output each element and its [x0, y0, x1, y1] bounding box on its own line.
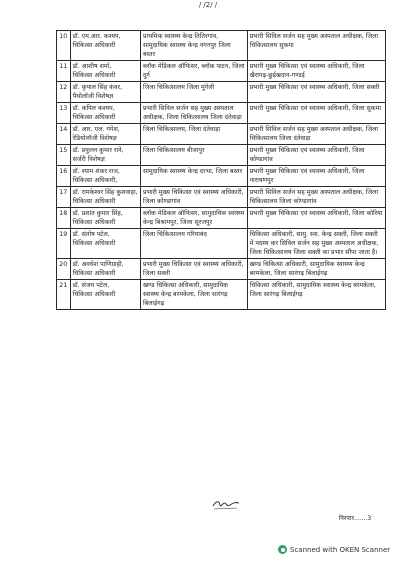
current-posting-cell: प्रभारी मुख्य चिकित्सा एवं स्वास्थ्य अधिकारी, जिला सक्ती: [140, 259, 247, 280]
table-body: [57, 31, 386, 310]
new-posting-cell: प्रभारी सिविल सर्जन सह मुख्य अस्पताल अधीक्षक, जिला चिकित्सालय सुकमा: [247, 31, 385, 61]
current-posting-cell: प्रभारी सिविल सर्जन सह मुख्य अस्पताल अधीक्षक, जिला चिकित्सालय जिला दंतेवाड़ा: [140, 103, 247, 124]
officer-name: डॉ. प्रशांत कुमार सिंह,: [72, 210, 123, 217]
current-posting-cell: ब्लॉक मेडिकल ऑफिसर, सामुदायिक स्वास्थ्य केन्द्र बिश्रामपुर, जिला सूरजपुर: [140, 208, 247, 229]
table-row: [57, 259, 386, 280]
table-row: [57, 31, 386, 61]
serial-number-cell: 13: [57, 103, 71, 124]
officer-cell: [70, 145, 140, 166]
table-row: [57, 61, 386, 82]
table-row: [57, 166, 386, 187]
current-posting-cell: प्राथमिक स्वास्थ्य केन्द्र तितिरगांव, सामुदायिक स्वास्थ्य केन्द्र नगनपुर जिला बस्तर: [140, 31, 247, 61]
officer-designation: चिकित्सा अधिकारी: [72, 198, 116, 205]
table-row: [57, 187, 386, 208]
serial-number-cell: 12: [57, 82, 71, 103]
officer-cell: [70, 82, 140, 103]
serial-number-cell: 14: [57, 124, 71, 145]
table-row: [57, 145, 386, 166]
table-row: [57, 229, 386, 259]
new-posting-cell: प्रभारी मुख्य चिकित्सा एवं स्वास्थ्य अधिकारी, जिला सुकमा: [247, 103, 385, 124]
new-posting-cell: प्रभारी मुख्य चिकित्सा एवं स्वास्थ्य अधिकारी, जिला सक्ती: [247, 82, 385, 103]
new-posting-cell: प्रभारी मुख्य चिकित्सा एवं स्वास्थ्य अधिकारी, जिला खैरागढ़-छुईखदान-गण्डई: [247, 61, 385, 82]
continued-note: निरन्तर.......3: [339, 515, 372, 522]
serial-number-cell: 18: [57, 208, 71, 229]
officer-designation: चिकित्सा अधिकारी: [72, 42, 116, 49]
officer-name: डॉ. श्याम शंकर राज,: [72, 168, 120, 175]
new-posting-cell: चिकित्सा अधिकारी, सामु. स्वा. केन्द्र सक्ती, जिला सक्ती में पदस्थ कर सिविल सर्जन सह मुख्य अस्पताल अधीक्षक, जिला चिकित्सालय जिला सक्ती का प्रभार सौंपा जाता है।: [247, 229, 385, 259]
current-posting-cell: खण्ड चिकित्सा अधिकारी, सामुदायिक स्वास्थ्य केन्द्र बरमकेला, जिला सारंगढ़ बिलाईगढ़: [140, 280, 247, 310]
new-posting-cell: चिकित्सा अधिकारी, सामुदायिक स्वास्थ्य केन्द्र बरमकेला, जिला सारंगढ़ बिलाईगढ़: [247, 280, 385, 310]
scanner-label: Scanned with OKEN Scanner: [290, 545, 391, 554]
officer-designation: चिकित्सा अधिकारी: [72, 291, 116, 298]
officer-cell: [70, 103, 140, 124]
officer-cell: [70, 259, 140, 280]
serial-number-cell: 10: [57, 31, 71, 61]
officer-name: डॉ. रामकेश्वर सिंह कुशवाहा,: [72, 189, 138, 196]
new-posting-cell: प्रभारी सिविल सर्जन सह मुख्य अस्पताल अधीक्षक, जिला चिकित्सालय जिला कोण्डागांव: [247, 187, 385, 208]
officer-designation: चिकित्सा अधिकारी,: [72, 177, 118, 184]
officer-designation: चिकित्सा अधिकारी: [72, 72, 116, 79]
officer-name: डॉ. आशीष शर्मा,: [72, 63, 112, 70]
serial-number-cell: 21: [57, 280, 71, 310]
oken-scanner-logo-icon: [278, 545, 287, 554]
officer-cell: [70, 61, 140, 82]
serial-number-cell: 19: [57, 229, 71, 259]
table-row: [57, 103, 386, 124]
current-posting-cell: जिला चिकित्सालय, जिला दंतेवाड़ा: [140, 124, 247, 145]
officer-cell: [70, 229, 140, 259]
new-posting-cell: प्रभारी मुख्य चिकित्सा एवं स्वास्थ्य अधिकारी, जिला कोरिया: [247, 208, 385, 229]
officer-cell: [70, 187, 140, 208]
current-posting-cell: प्रभारी मुख्य चिकित्सा एवं स्वास्थ्य अधिकारी, जिला कोण्डागांव: [140, 187, 247, 208]
officer-cell: [70, 280, 140, 310]
new-posting-cell: खण्ड चिकित्सा अधिकारी, सामुदायिक स्वास्थ्य केन्द्र बरमकेला, जिला सारंगढ़ बिलाईगढ़: [247, 259, 385, 280]
officer-name: डॉ. प्रफुल्ल कुमार राने,: [72, 147, 124, 154]
serial-number-cell: 11: [57, 61, 71, 82]
current-posting-cell: जिला चिकित्सालय गरियाबंद: [140, 229, 247, 259]
table-row: [57, 280, 386, 310]
serial-number-cell: 15: [57, 145, 71, 166]
officer-name: डॉ. आर. एल. गंगेश,: [72, 126, 120, 133]
officer-cell: [70, 208, 140, 229]
officer-name: डॉ. संजय पटेल,: [72, 282, 110, 289]
current-posting-cell: सामुदायिक स्वास्थ्य केन्द्र दरभा, जिला बस्तर: [140, 166, 247, 187]
officer-name: डॉ. संतोष पटेल,: [72, 231, 110, 238]
officer-designation: पैथोलॉजी विशेषज्ञ: [72, 93, 114, 100]
officer-designation: सर्जरी विशेषज्ञ: [72, 156, 105, 163]
table-row: [57, 82, 386, 103]
officer-designation: चिकित्सा अधिकारी: [72, 114, 116, 121]
signature-mark: [212, 497, 240, 511]
officer-designation: चिकित्सा अधिकारी: [72, 240, 116, 247]
officer-designation: रेडियोलॉजी विशेषज्ञ: [72, 135, 117, 142]
current-posting-cell: जिला चिकित्सालय बीजापुर: [140, 145, 247, 166]
officer-name: डॉ. कृपाल सिंह कंवर,: [72, 84, 123, 91]
new-posting-cell: प्रभारी मुख्य चिकित्सा एवं स्वास्थ्य अधिकारी, जिला नारायणपुर: [247, 166, 385, 187]
new-posting-cell: प्रभारी मुख्य चिकित्सा एवं स्वास्थ्य अधिकारी, जिला कोण्डागांव: [247, 145, 385, 166]
serial-number-cell: 20: [57, 259, 71, 280]
officer-cell: [70, 166, 140, 187]
officer-name: डॉ. कपिल कश्यप,: [72, 105, 115, 112]
officer-designation: चिकित्सा अधिकारी: [72, 270, 116, 277]
officer-designation: चिकित्सा अधिकारी: [72, 219, 116, 226]
scanner-watermark: [278, 545, 390, 554]
transfer-order-table: [56, 30, 386, 310]
page-number-marker: / /2/ /: [198, 1, 218, 9]
officer-cell: [70, 31, 140, 61]
current-posting-cell: ब्लॉक मेडिकल ऑफिसर, ब्लॉक पाटन, जिला दुर्ग: [140, 61, 247, 82]
serial-number-cell: 16: [57, 166, 71, 187]
serial-number-cell: 17: [57, 187, 71, 208]
table-row: [57, 208, 386, 229]
table-row: [57, 124, 386, 145]
officer-name: डॉ. एम.आर. कश्यप,: [72, 33, 121, 40]
new-posting-cell: प्रभारी सिविल सर्जन सह मुख्य अस्पताल अधीक्षक, जिला चिकित्सालय जिला दंतेवाड़ा: [247, 124, 385, 145]
officer-cell: [70, 124, 140, 145]
current-posting-cell: जिला चिकित्सालय जिला मुंगेली: [140, 82, 247, 103]
officer-name: डॉ. अवधेश पाणिग्राही,: [72, 261, 124, 268]
